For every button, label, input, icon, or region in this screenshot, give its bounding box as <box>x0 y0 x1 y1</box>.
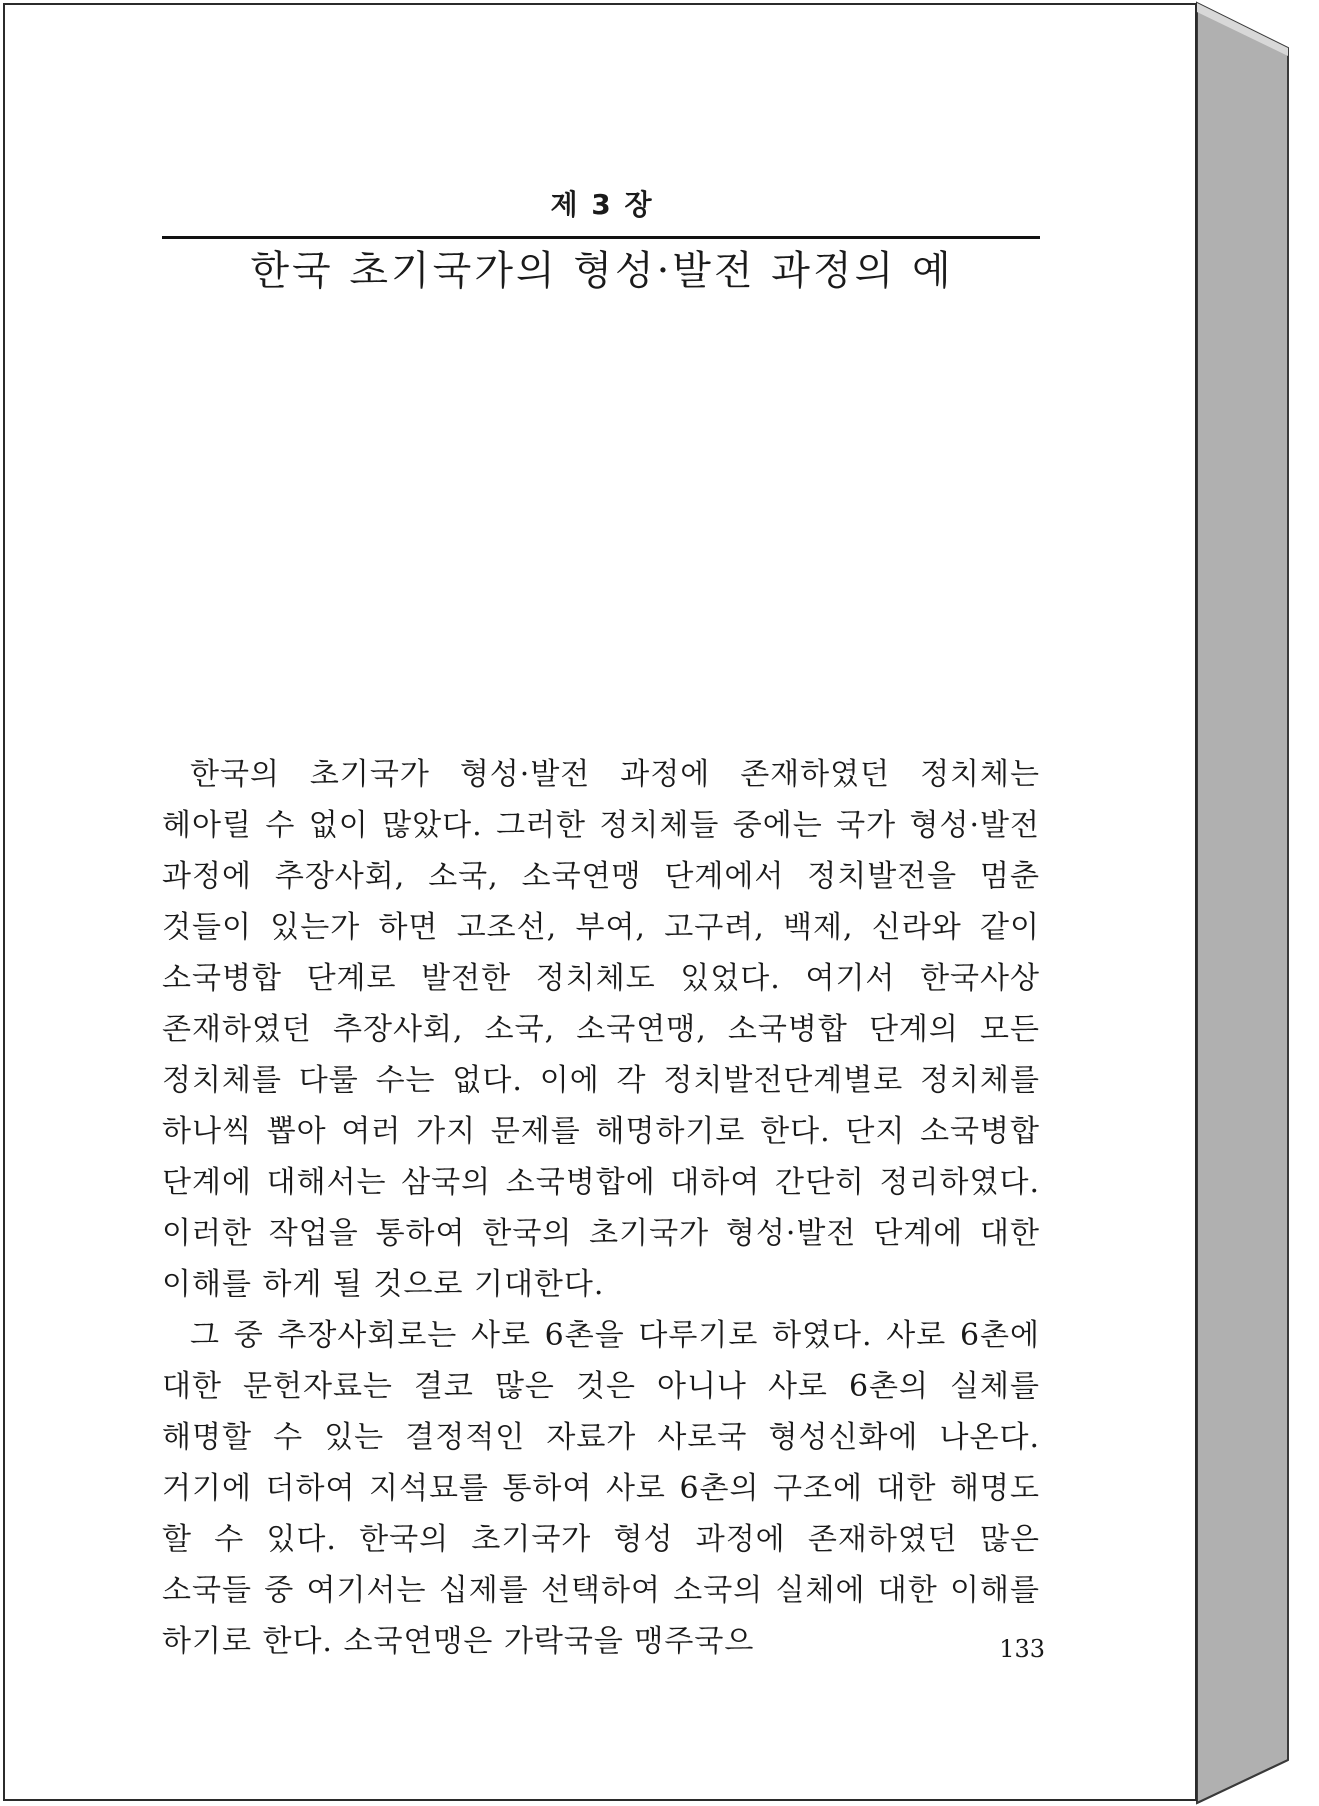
title-rule <box>162 236 1040 239</box>
chapter-label: 제 3 장 <box>550 188 654 221</box>
paragraph: 한국의 초기국가 형성·발전 과정에 존재하였던 정치체는 헤아릴 수 없이 많았다. 그러한 정치체들 중에는 국가 형성·발전 과정에 추장사회, 소국, 소국연맹 단계에서 정치발전을 멈춘 것들이 있는가 하면 고조선, 부여, 고구려, 백제, 신라와 같이 소국병합 단계로 발전한 정치체도 있었다. 여기서 한국사상 존재하였던 추장사회, 소국, 소국연맹, 소국병합 단계의 모든 정치체를 다룰 수는 없다. 이에 각 정치발전단계별로 정치체를 하나씩 뽑아 여러 가지 문제를 해명하기로 한다. 단지 소국병합 단계에 대해서는 삼국의 소국병합에 대하여 간단히 정리하였다. 이러한 작업을 통하여 한국의 초기국가 형성·발전 단계에 대한 이해를 하게 될 것으로 기대한다. <box>162 757 1040 1302</box>
page-number: 133 <box>999 1635 1045 1663</box>
paragraph: 그 중 추장사회로는 사로 6촌을 다루기로 하였다. 사로 6촌에 대한 문헌자료는 결코 많은 것은 아니나 사로 6촌의 실체를 해명할 수 있는 결정적인 자료가 사로국 형성신화에 나온다. 거기에 더하여 지석묘를 통하여 사로 6촌의 구조에 대한 해명도 할 수 있다. 한국의 초기국가 형성 과정에 존재하였던 많은 소국들 중 여기서는 십제를 선택하여 소국의 실체에 대한 이해를 하기로 한다. 소국연맹은 가락국을 맹주국으 <box>162 1318 1040 1659</box>
book-page <box>3 3 1197 1801</box>
body-text <box>162 749 1040 1667</box>
chapter-title: 한국 초기국가의 형성·발전 과정의 예 <box>250 248 954 294</box>
